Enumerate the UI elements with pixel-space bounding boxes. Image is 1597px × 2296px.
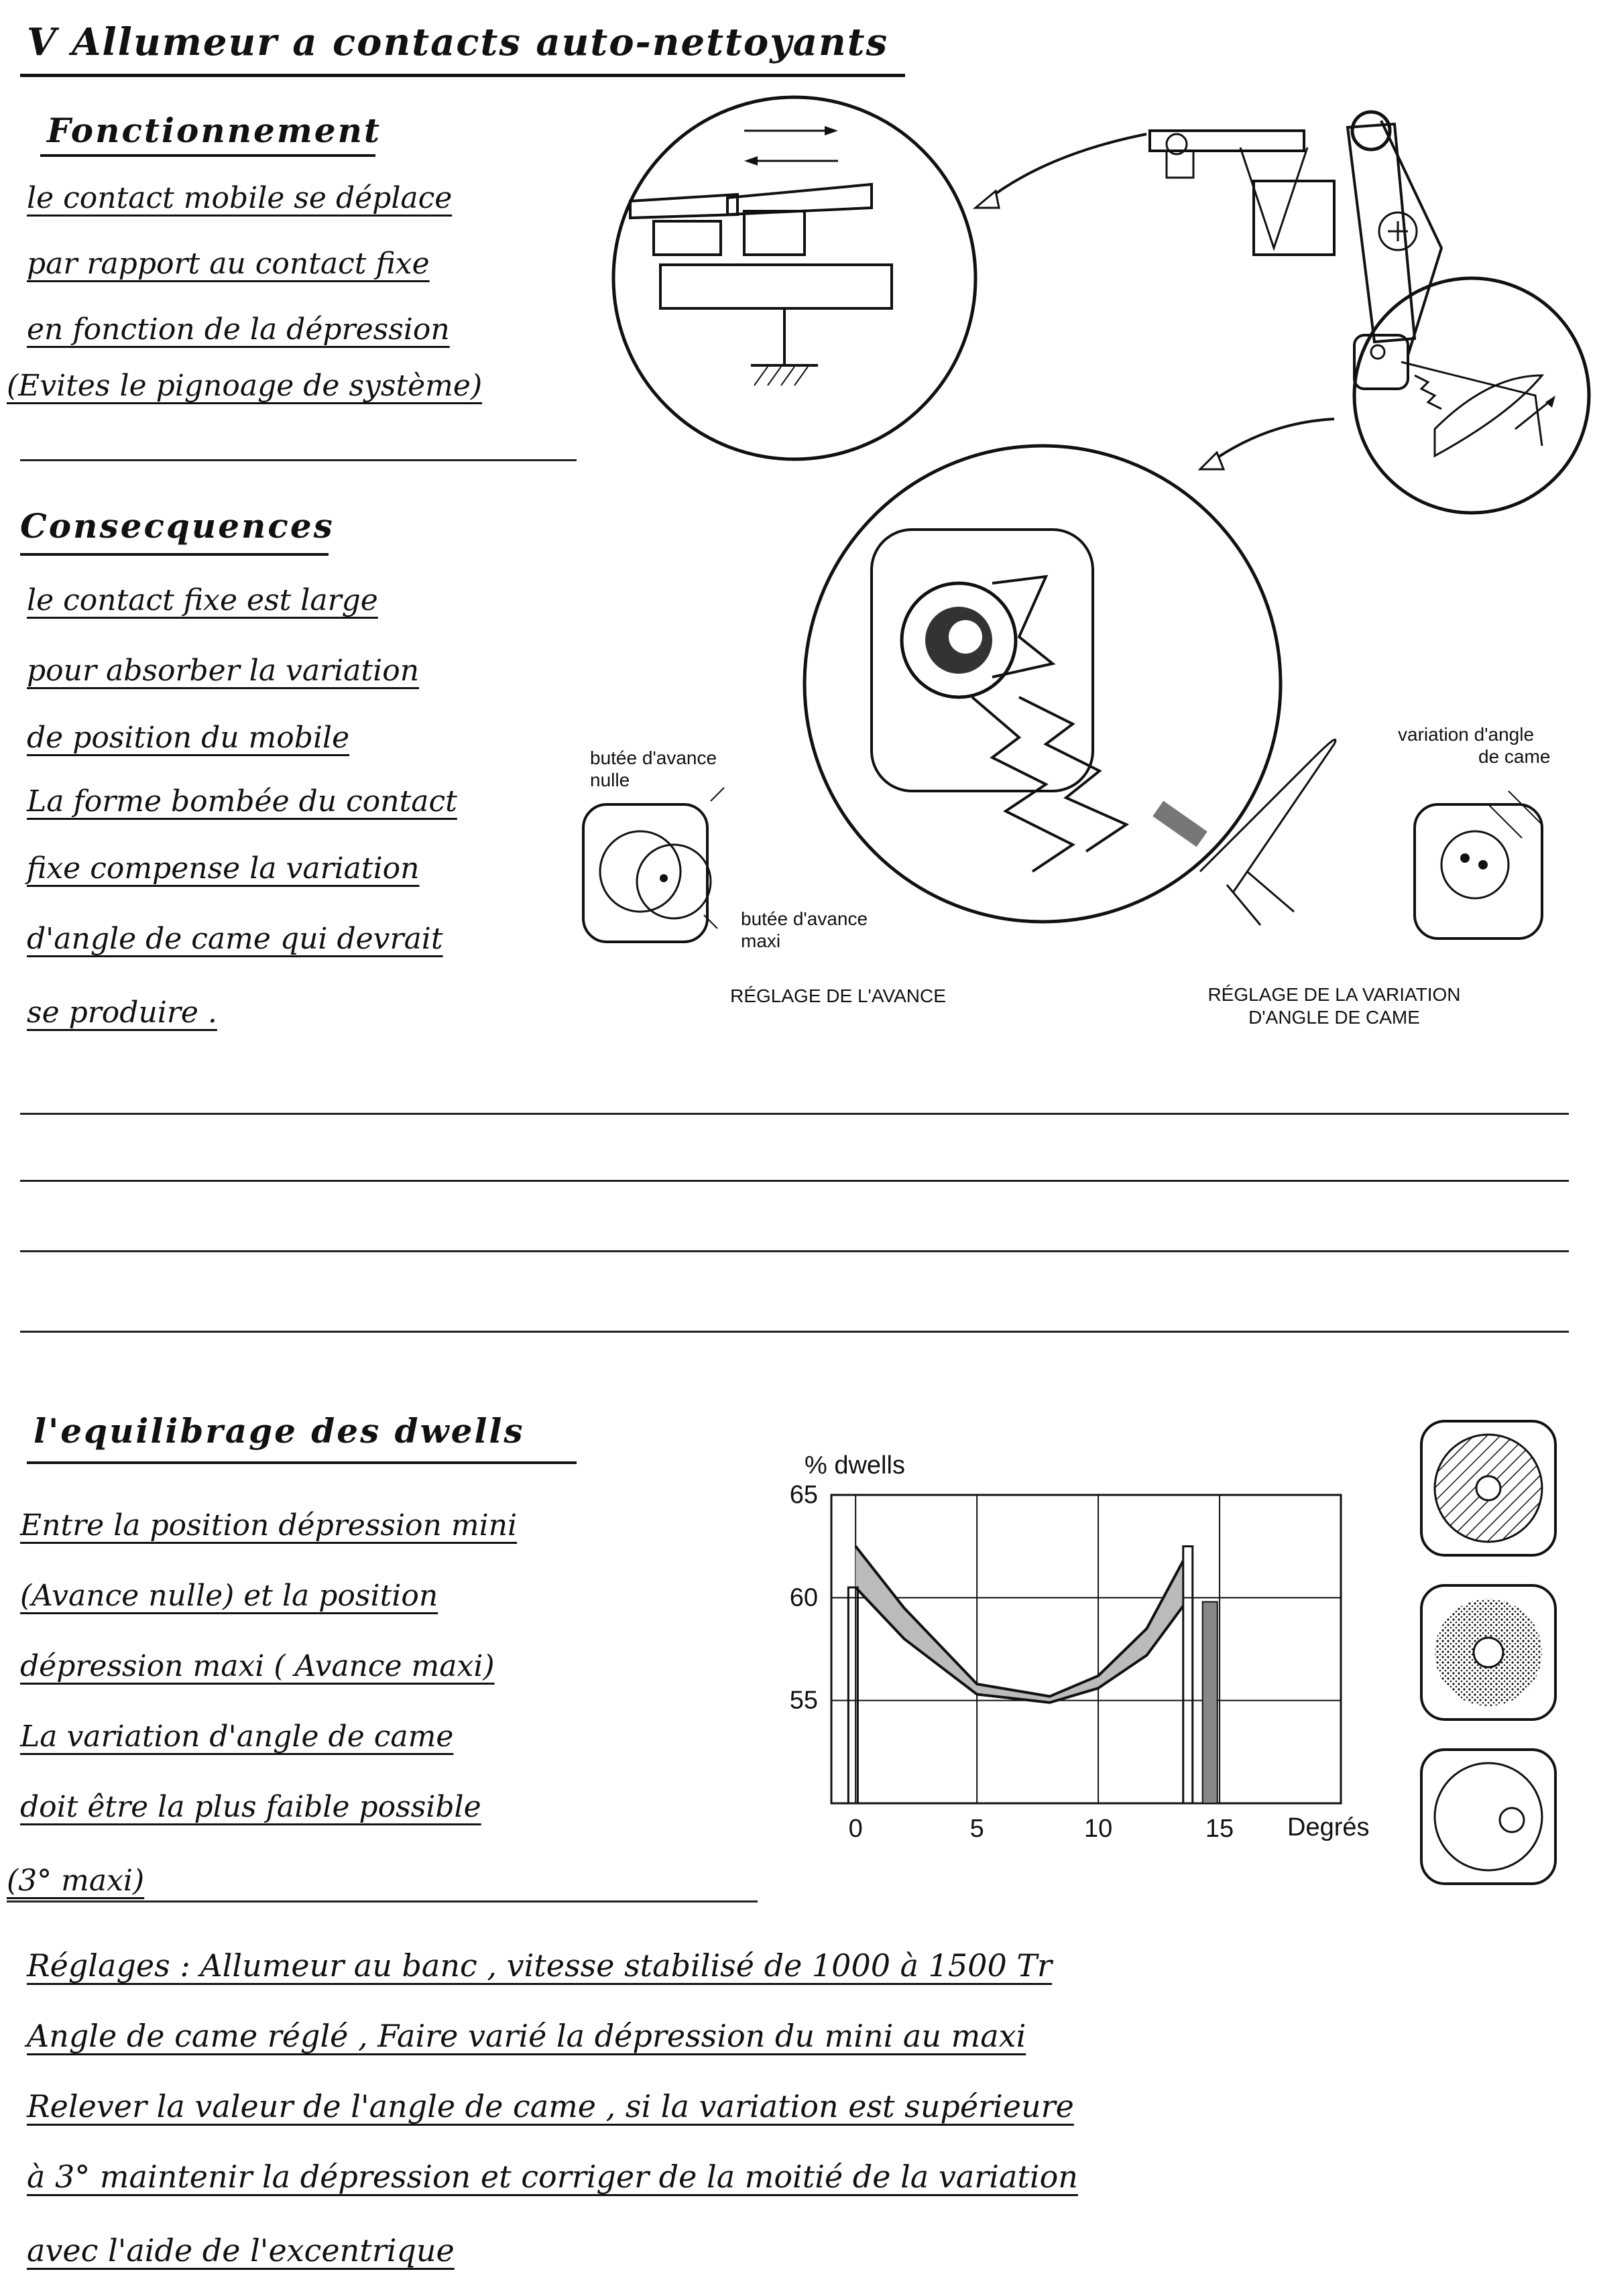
page-title: V Allumeur a contacts auto-nettoyants [27, 20, 889, 64]
avance-box [583, 804, 707, 942]
plot-frame [831, 1495, 1341, 1803]
caption-variation-1: RÉGLAGE DE LA VARIATION [1207, 984, 1461, 1005]
label-butee-maxi: butée d'avance [741, 908, 868, 929]
blank-line [20, 1180, 1569, 1182]
contact-detail-circle [613, 97, 975, 459]
variation-box [1415, 804, 1542, 939]
blank-line [7, 1900, 758, 1902]
caption-avance: RÉGLAGE DE L'AVANCE [730, 985, 946, 1006]
text-line: La variation d'angle de came [20, 1719, 454, 1754]
legend-boxes [1415, 1414, 1576, 1897]
text-line: se produire . [27, 995, 217, 1030]
text-line: le contact fixe est large [27, 583, 378, 617]
cam-detail-circle [805, 446, 1281, 922]
caption-variation-2: D'ANGLE DE CAME [1248, 1007, 1420, 1028]
legend-box-plain [1421, 1750, 1555, 1884]
blank-line [20, 1113, 1569, 1115]
text-line: le contact mobile se déplace [27, 181, 453, 215]
text-line: (Evites le pignoage de système) [7, 369, 483, 403]
text-line: d'angle de came qui devrait [27, 922, 443, 956]
text-line: par rapport au contact fixe [27, 247, 430, 281]
text-line: Réglages : Allumeur au banc , vitesse stabilisé de 1000 à 1500 Tr [27, 1947, 1053, 1984]
text-line: avec l'aide de l'excentrique [27, 2232, 455, 2269]
left-stop-bar [848, 1587, 857, 1803]
text-line: (Avance nulle) et la position [20, 1579, 438, 1613]
label-variation-angle-2: de came [1478, 746, 1551, 767]
spring-detail-circle [1354, 278, 1589, 513]
right-stop-shade [1203, 1602, 1218, 1803]
text-line: doit être la plus faible possible [20, 1790, 481, 1824]
x-tick-label: 10 [1083, 1815, 1113, 1843]
text-line: La forme bombée du contact [27, 784, 457, 819]
text-line: à 3° maintenir la dépression et corriger de la moitié de la variation [27, 2159, 1078, 2195]
text-line: fixe compense la variation [27, 851, 420, 886]
heading-equilibrage: l'equilibrage des dwells [34, 1411, 525, 1451]
x-tick-label: 15 [1205, 1815, 1234, 1843]
text-line: (3° maxi) [7, 1864, 145, 1898]
y-tick-label: 60 [789, 1583, 818, 1612]
label-butee-maxi-2: maxi [741, 930, 781, 951]
text-line: Relever la valeur de l'angle de came , si la variation est supérieure [27, 2088, 1074, 2124]
label-variation-angle: variation d'angle [1398, 724, 1535, 745]
heading-fonctionnement: Fonctionnement [47, 111, 382, 150]
right-stop-bar [1183, 1547, 1193, 1803]
chart-xlabel: Degrés [1287, 1813, 1370, 1841]
text-line: Angle de came réglé , Faire varié la dépression du mini au maxi [27, 2018, 1026, 2054]
text-line: Entre la position dépression mini [20, 1508, 518, 1543]
heading-underline [27, 1461, 577, 1464]
label-butee-nulle-2: nulle [590, 770, 630, 790]
x-tick-label: 0 [848, 1815, 863, 1843]
dwell-band [855, 1547, 1183, 1703]
chart-title: % dwells [805, 1451, 905, 1479]
x-tick-label: 5 [969, 1815, 984, 1843]
y-tick-label: 55 [789, 1686, 818, 1715]
blank-line [20, 1250, 1569, 1252]
y-tick-label: 65 [789, 1481, 818, 1509]
label-butee-nulle: butée d'avance [590, 747, 717, 768]
text-line: de position du mobile [27, 721, 350, 755]
heading-consequences: Consecquences [20, 506, 335, 546]
text-line: en fonction de la dépression [27, 312, 450, 347]
dwell-chart [771, 1481, 1348, 1864]
blank-line [20, 1331, 1569, 1333]
text-line: pour absorber la variation [27, 654, 420, 688]
text-line: dépression maxi ( Avance maxi) [20, 1649, 495, 1683]
